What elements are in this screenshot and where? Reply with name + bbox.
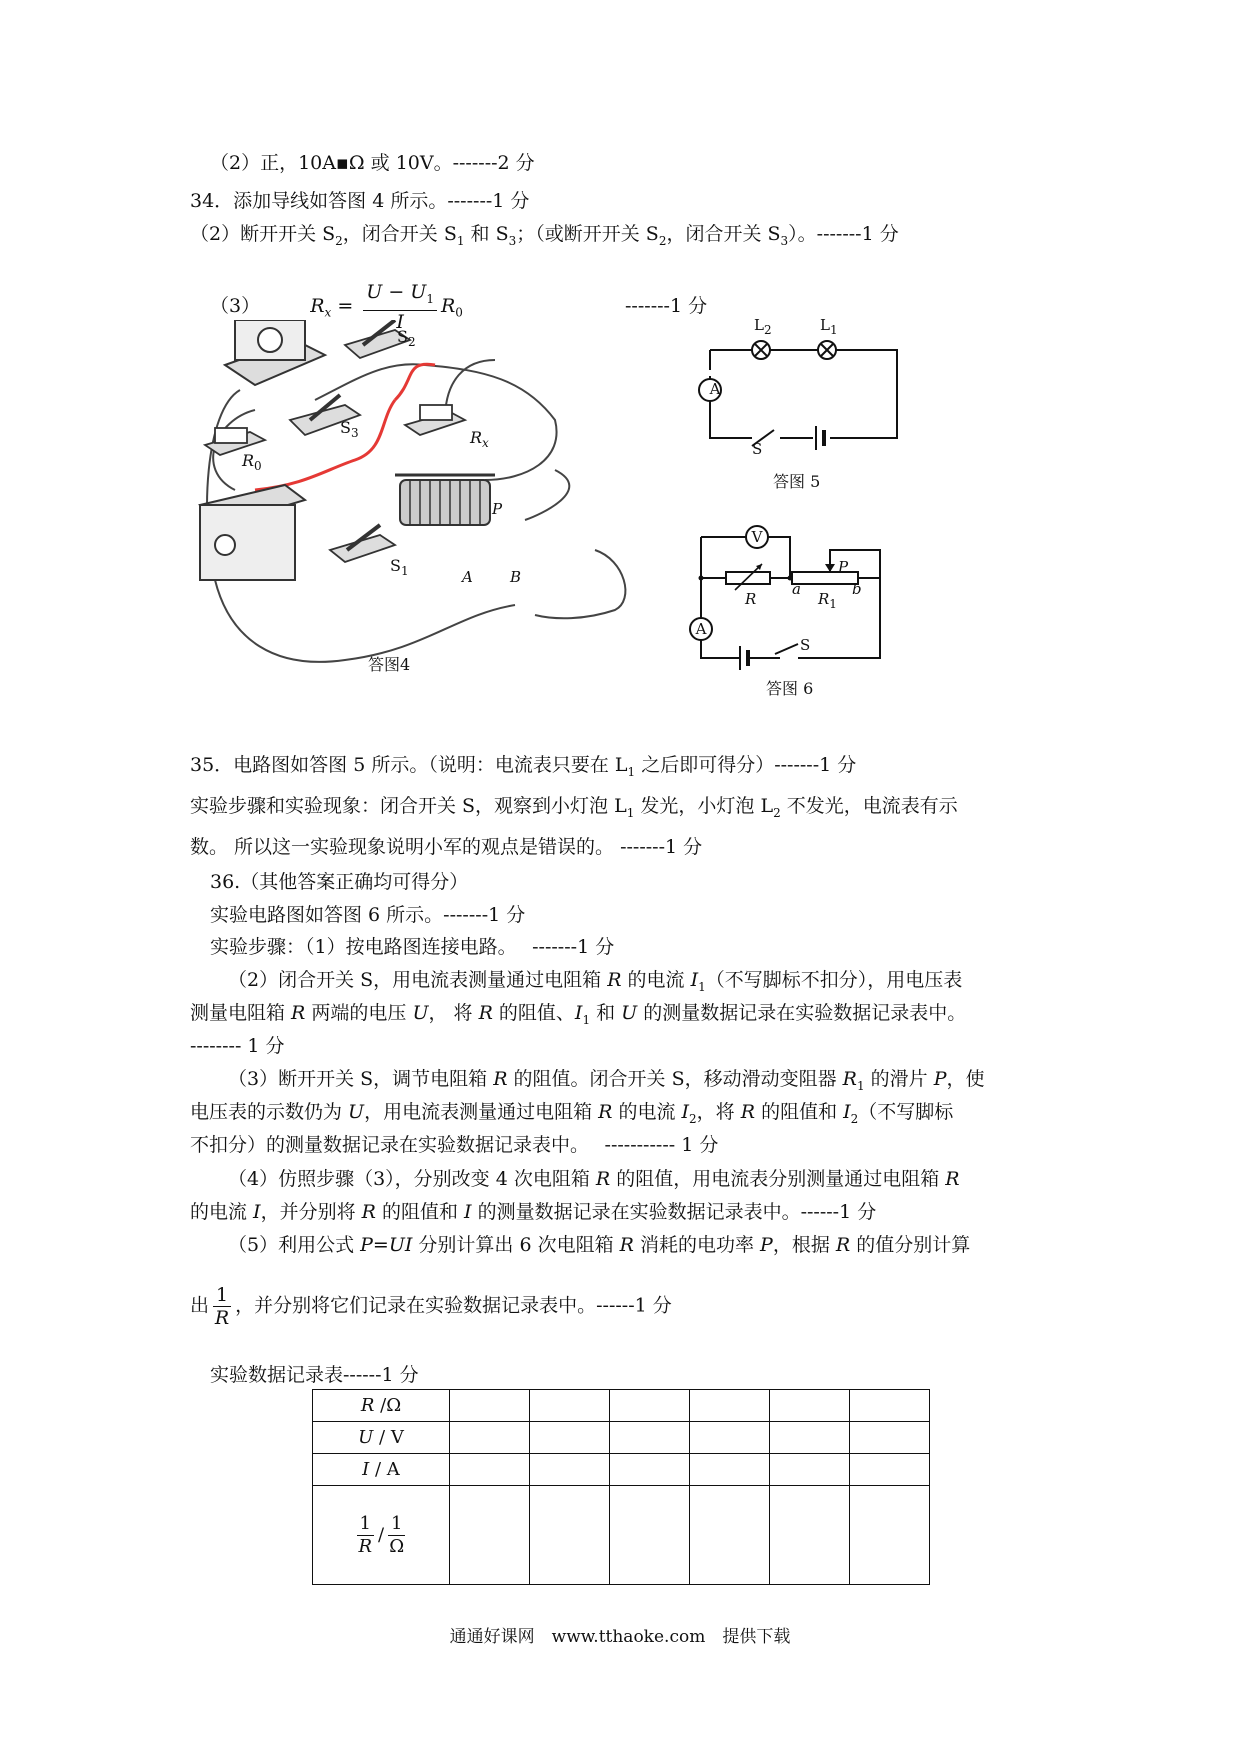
answer-line-36-step3-c: 不扣分）的测量数据记录在实验数据记录表中。 ----------- 1 分 <box>190 1134 719 1156</box>
answer-line-36-step2-score: -------- 1 分 <box>190 1035 285 1057</box>
answer-line-35-steps: 实验步骤和实验现象：闭合开关 S，观察到小灯泡 $L_1$ 发光，小灯泡 $L_2$ 不发光，电流表有示 <box>190 795 958 820</box>
answer-line-36-step2: （2）闭合开关 S，用电流表测量通过电阻箱 R 的电流 $I_1$（不写脚标不扣分），用电压表 <box>228 969 963 994</box>
fig4-label-r0: $R_0$ <box>242 451 262 474</box>
answer-line-35: 35．电路图如答图 5 所示。（说明：电流表只要在 $L_1$ 之后即可得分）-------1 分 <box>190 754 857 779</box>
answer-line-36-step1: 实验步骤：（1）按电路图连接电路。 -------1 分 <box>210 936 615 958</box>
answer-line-36-step4: （4）仿照步骤（3），分别改变 4 次电阻箱 R 的阻值，用电流表分别测量通过电阻箱 R <box>228 1168 960 1190</box>
table-row-header: R /Ω <box>313 1390 450 1422</box>
answer-line-35-conclusion: 数。 所以这一实验现象说明小军的观点是错误的。 -------1 分 <box>190 836 703 858</box>
table-row-header: I / A <box>313 1454 450 1486</box>
figure-answer-4 <box>195 320 660 675</box>
answer-line-34: 34．添加导线如答图 4 所示。-------1 分 <box>190 190 530 212</box>
data-record-table <box>312 1389 930 1585</box>
answer-line-36-step3-b: 电压表的示数仍为 U，用电流表测量通过电阻箱 R 的电流 $I_2$，将 R 的阻值和 $I_2$（不写脚标 <box>190 1101 954 1126</box>
fig6-label-b: b <box>852 580 862 598</box>
answer-line-33-2: （2）正，10A▪Ω 或 10V。-------2 分 <box>210 152 535 174</box>
fig5-label-l2: $L_2$ <box>754 316 772 337</box>
fig6-label-a: a <box>792 580 801 598</box>
answer-line-36-step4-b: 的电流 I，并分别将 R 的阻值和 I 的测量数据记录在实验数据记录表中。------1 分 <box>190 1201 877 1223</box>
fig6-ammeter-label: A <box>695 620 707 638</box>
fig6-label-r: R <box>745 590 757 608</box>
fig4-label-s3: $S_3$ <box>340 418 359 441</box>
fig6-voltmeter-label: V <box>751 528 763 546</box>
table-row-header: U / V <box>313 1422 450 1454</box>
answer-line-36-circuit: 实验电路图如答图 6 所示。-------1 分 <box>210 904 526 926</box>
fig6-label-s: S <box>800 636 811 654</box>
answer-line-36-step5-b: 出 $\frac{1}{R}$ ，并分别将它们记录在实验数据记录表中。------1 分 <box>190 1284 672 1329</box>
table-row <box>313 1486 930 1585</box>
table-row <box>313 1454 930 1486</box>
fig4-label-p: P <box>492 500 503 518</box>
answer-line-36: 36.（其他答案正确均可得分） <box>210 871 469 893</box>
page-footer: 通通好课网 www.tthaoke.com 提供下载 <box>449 1627 791 1647</box>
answer-line-34-3: （3） $R_x$ = $\frac{U - U_1}{I}$ $R_0$ -------1 分 <box>210 281 708 333</box>
table-row <box>313 1422 930 1454</box>
answer-line-34-2: （2）断开开关 $S_2$，闭合开关 $S_1$ 和 $S_3$；（或断开开关 $S_2$，闭合开关 $S_3$）。-------1 分 <box>190 223 899 248</box>
figure-answer-6 <box>680 520 900 670</box>
answer-line-36-step3: （3）断开开关 S，调节电阻箱 R 的阻值。闭合开关 S，移动滑动变阻器 $R_1$ 的滑片 P，使 <box>228 1068 985 1093</box>
fig4-caption: 答图4 <box>368 655 411 674</box>
table-row <box>313 1390 930 1422</box>
rx-formula-fraction: $\frac{U - U_1}{I}$ <box>363 281 437 333</box>
fig5-caption: 答图 5 <box>773 472 821 491</box>
fig4-label-s1: $S_1$ <box>390 556 409 579</box>
fig4-label-b: B <box>510 568 522 586</box>
table-row-header: $\frac{1}{R}$ / $\frac{1}{\Omega}$ <box>313 1486 450 1585</box>
one-over-r-fraction: $\frac{1}{R}$ <box>214 1284 230 1329</box>
fig5-ammeter-label: A <box>709 380 721 398</box>
fig6-label-p: P <box>838 558 849 576</box>
fig4-label-rx: $R_x$ <box>470 428 489 451</box>
fig5-label-l1: $L_1$ <box>820 316 838 337</box>
fig6-caption: 答图 6 <box>766 679 814 698</box>
fig4-label-a: A <box>462 568 473 586</box>
answer-line-36-step5: （5）利用公式 P=UI 分别计算出 6 次电阻箱 R 消耗的电功率 P，根据 R 的值分别计算 <box>228 1234 971 1256</box>
answer-line-36-step2-b: 测量电阻箱 R 两端的电压 U， 将 R 的阻值、$I_1$ 和 U 的测量数据记录在实验数据记录表中。 <box>190 1002 967 1027</box>
fig4-label-s2: $S_2$ <box>397 327 416 350</box>
data-table-title: 实验数据记录表------1 分 <box>210 1364 419 1386</box>
fig6-label-r1: $R_1$ <box>818 590 837 611</box>
fig5-label-s: S <box>752 440 763 458</box>
